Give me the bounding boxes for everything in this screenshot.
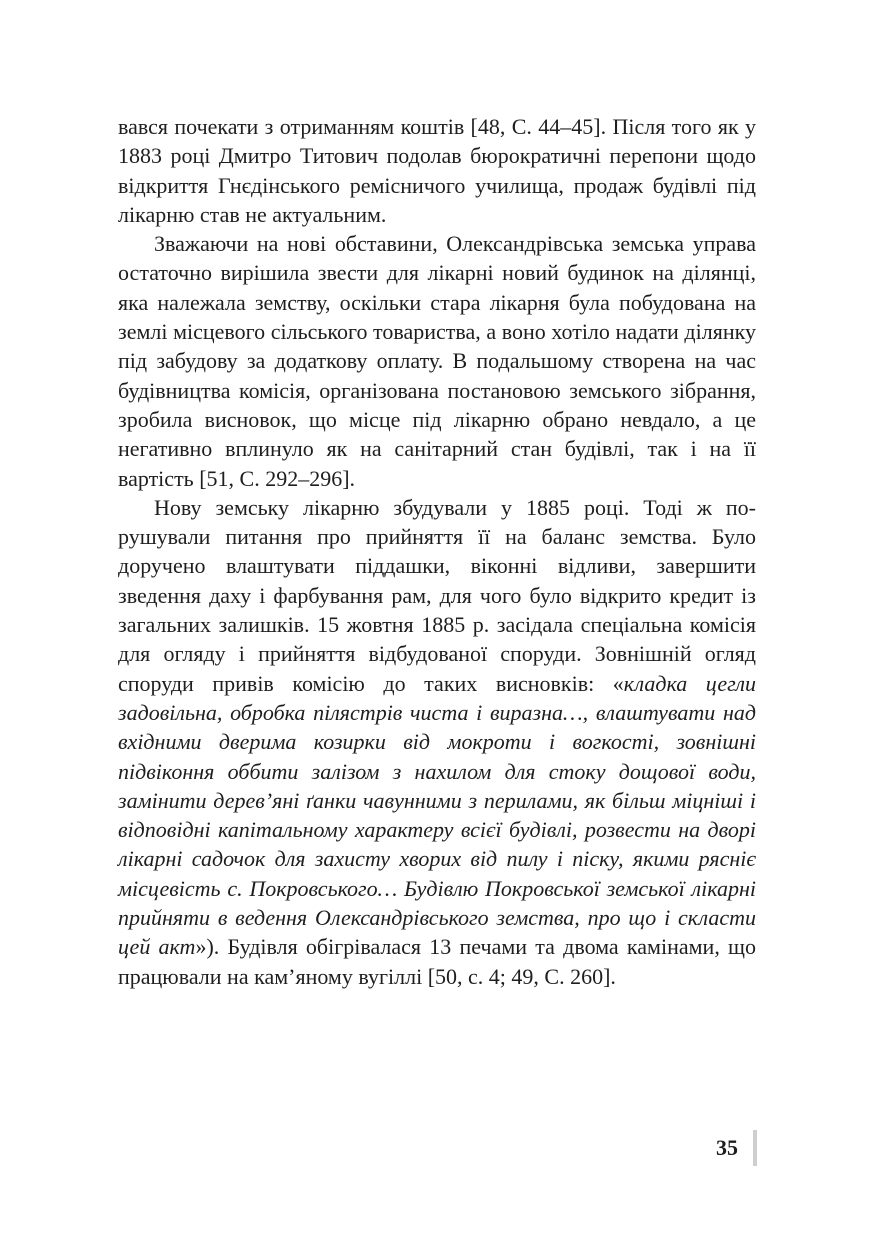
paragraph-3-quote: кладка цегли задовільна, обробка пілястрів чиста і виразна…, влаштувати над вхідними дверима козирки від мокроти і вогкості, зовнішні підвіконня оббити залізом з нахилом для стоку дощової води, замінити дерев’яні ґанки чавунними з перилами, як більш міцніші і відповідні капітальному характеру всієї будівлі, розвести на дворі лікарні садочок для захисту хворих від пилу і піску, якими рясніє місцевість с. Покровського… Будівлю Покровської земської лікарні прийняти в ведення Олександрівського земства, про що і скласти цей акт — [118, 670, 756, 960]
paragraph-3 — [118, 493, 756, 991]
page-number-divider — [753, 1130, 757, 1166]
paragraph-3-text-end: »). Будівля обігрівалася 13 печами та двома камінами, що працювали на кам’яному вугіллі [50, с. 4; 49, С. 260]. — [118, 934, 756, 989]
paragraph-1-text: вався почекати з отриманням коштів [48, С. 44–45]. Після того як у 1883 році Дмитро Титович подолав бюрократичні перепони щодо відкриття Гнєдінського ремісничого училища, продаж будівлі під лікарню став не актуальним. — [118, 114, 756, 227]
page-number: 35 — [716, 1135, 738, 1160]
paragraph-2 — [118, 229, 756, 493]
page-body — [118, 112, 756, 991]
paragraph-1 — [118, 112, 756, 229]
paragraph-3-text-start: Нову земську лікарню збудували у 1885 році. Тоді ж порушували питання про прийняття її на баланс земства. Було доручено влаштувати піддашки, віконні відливи, завершити зведення даху і фарбування рам, для чого було відкрито кредит із загальних залишків. 15 жовтня 1885 р. засідала спеціальна комісія для огляду і прийняття відбудованої споруди. Зовнішній огляд споруди привів комісію до таких висновків: « — [118, 494, 756, 696]
paragraph-2-text: Зважаючи на нові обставини, Олександрівська земська управа остаточно вирішила звести для лікарні новий будинок на ділянці, яка належала земству, оскільки стара лікарня була побудована на землі місцевого сільського товариства, а воно хотіло надати ділянку під забудову за додаткову оплату. В подальшому створена на час будівництва комісія, організована постановою земського зібрання, зробила висновок, що місце під лікарню обрано невдало, а це негативно вплинуло як на санітарний стан будівлі, так і на її вартість [51, С. 292–296]. — [118, 231, 756, 491]
